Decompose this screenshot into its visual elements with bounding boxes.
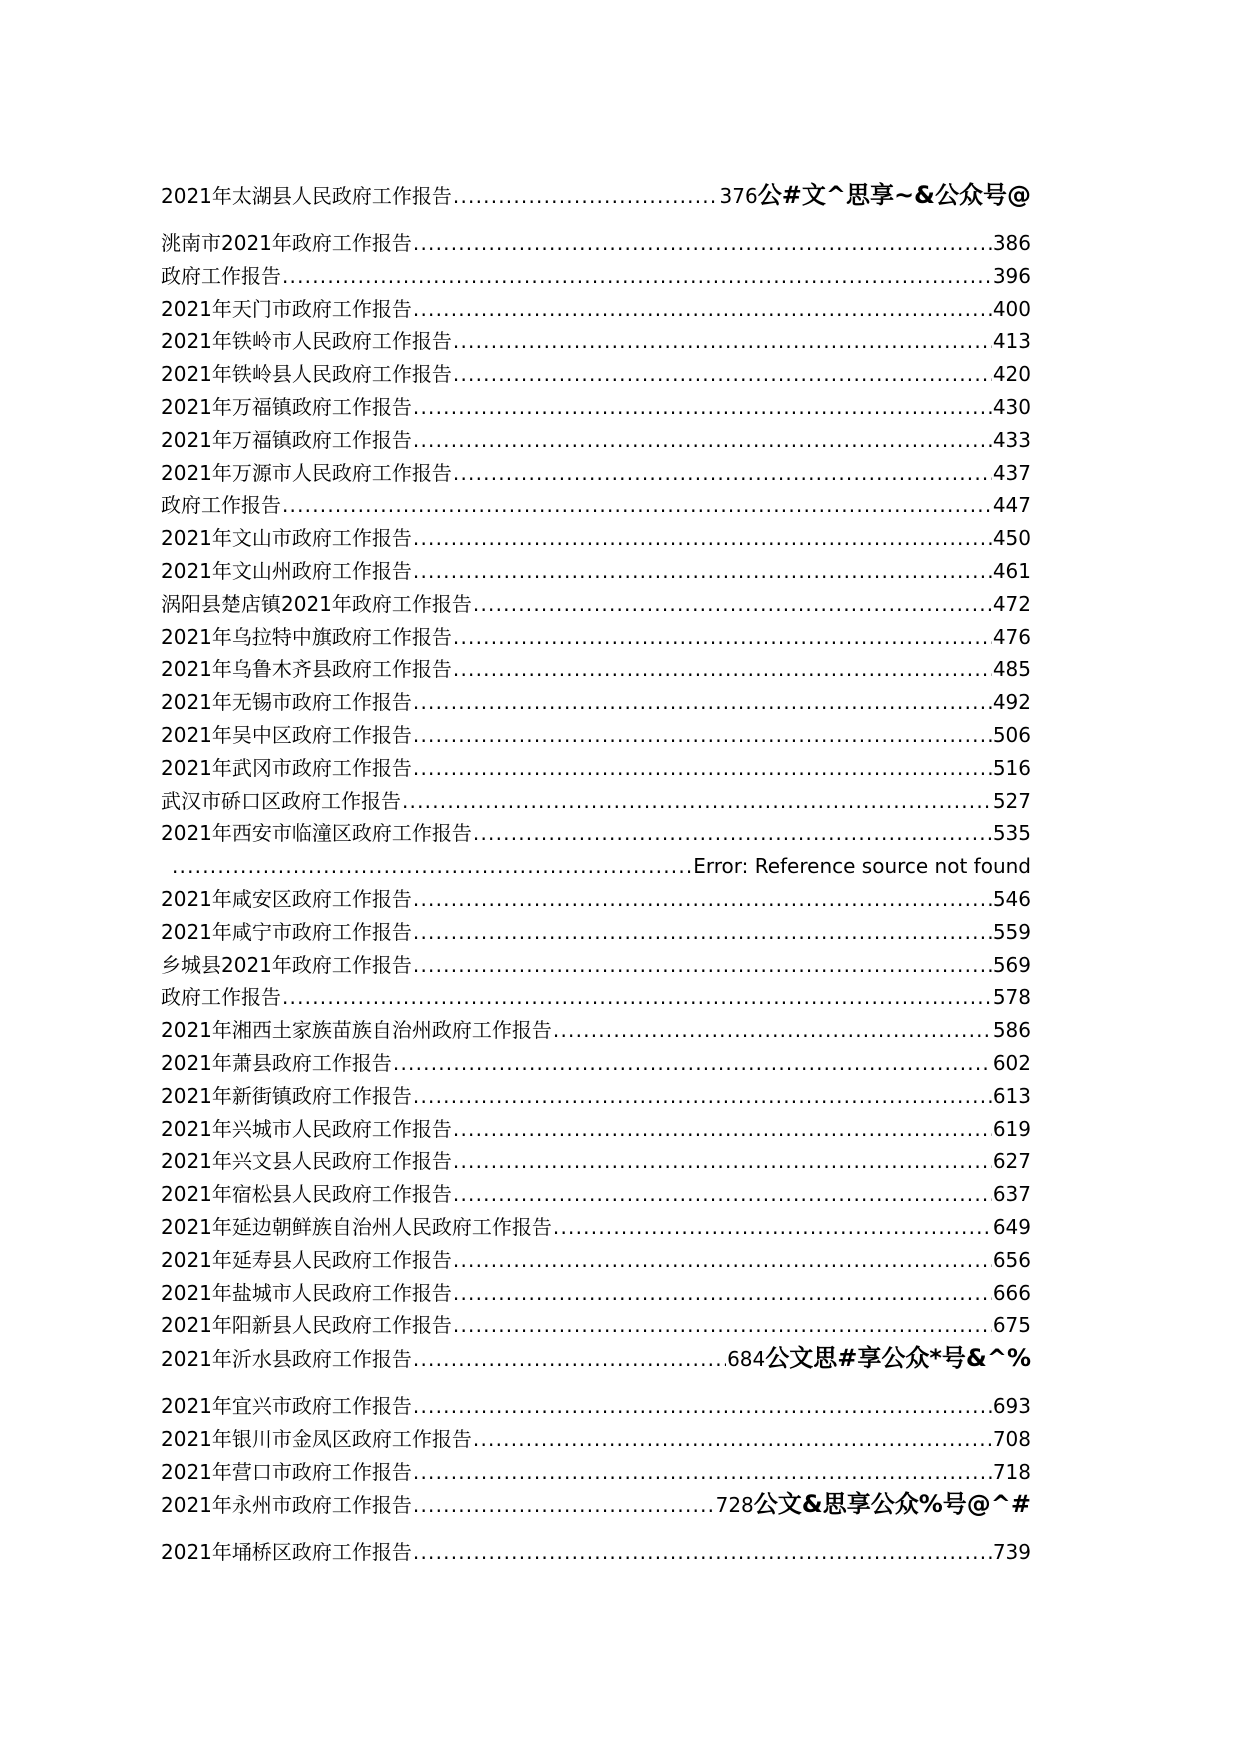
toc-entry-page-number: 586	[992, 1018, 1031, 1043]
toc-entry-title: 2021年宜兴市政府工作报告	[161, 1394, 412, 1419]
toc-entry[interactable]	[161, 293, 1031, 326]
toc-entry[interactable]	[161, 1113, 1031, 1146]
dot-leader	[413, 391, 992, 424]
toc-entry-page-number: 739	[992, 1540, 1031, 1565]
toc-entry[interactable]	[161, 260, 1031, 293]
toc-entry[interactable]	[161, 1536, 1031, 1569]
dot-leader	[393, 1047, 992, 1080]
toc-entry-page-number: 535	[992, 821, 1031, 846]
toc-entry-page-number: 619	[992, 1116, 1031, 1141]
toc-entry-title: 2021年咸宁市政府工作报告	[161, 919, 412, 944]
dot-leader	[473, 817, 992, 850]
toc-entry-page-number: 637	[992, 1182, 1031, 1207]
toc-entry-page-number: 578	[992, 985, 1031, 1010]
dot-leader	[413, 522, 992, 555]
toc-entry-page-number: 569	[992, 952, 1031, 977]
toc-entry-page-number: 400	[992, 296, 1031, 321]
toc-entry-page-number: 461	[992, 558, 1031, 583]
toc-entry-title: 2021年武冈市政府工作报告	[161, 755, 412, 780]
dot-leader	[453, 1277, 992, 1310]
toc-entry[interactable]	[161, 325, 1031, 358]
toc-entry-title: 2021年宿松县人民政府工作报告	[161, 1182, 452, 1207]
toc-entry-title: 2021年永州市政府工作报告	[161, 1493, 412, 1518]
toc-entry[interactable]	[161, 175, 1031, 227]
toc-entry-title: 2021年文山市政府工作报告	[161, 526, 412, 551]
toc-entry[interactable]	[161, 391, 1031, 424]
dot-leader	[453, 325, 992, 358]
toc-entry[interactable]	[161, 1145, 1031, 1178]
toc-entry-page-number: 693	[992, 1394, 1031, 1419]
toc-entry-title: 2021年乌拉特中旗政府工作报告	[161, 624, 452, 649]
toc-entry[interactable]	[161, 949, 1031, 982]
toc-entry-title: 2021年咸安区政府工作报告	[161, 886, 412, 911]
dot-leader	[453, 1145, 992, 1178]
dot-leader	[282, 981, 992, 1014]
toc-entry[interactable]	[161, 489, 1031, 522]
toc-entry[interactable]	[161, 752, 1031, 785]
toc-entry-title: 2021年延寿县人民政府工作报告	[161, 1247, 452, 1272]
toc-entry-title: 涡阳县楚店镇2021年政府工作报告	[161, 591, 472, 616]
toc-entry[interactable]	[161, 1484, 1031, 1536]
dot-leader	[413, 916, 992, 949]
toc-entry[interactable]	[161, 358, 1031, 391]
toc-entry[interactable]	[161, 850, 1031, 883]
toc-entry[interactable]	[161, 817, 1031, 850]
watermark-text: 公#文^思享~&公众号@	[757, 181, 1031, 209]
toc-entry-title: 2021年天门市政府工作报告	[161, 296, 412, 321]
toc-entry[interactable]	[161, 1178, 1031, 1211]
toc-entry[interactable]	[161, 1014, 1031, 1047]
toc-entry-title: 2021年吴中区政府工作报告	[161, 722, 412, 747]
toc-entry[interactable]	[161, 588, 1031, 621]
toc-entry[interactable]	[161, 1390, 1031, 1423]
toc-entry[interactable]	[161, 1047, 1031, 1080]
toc-entry[interactable]	[161, 686, 1031, 719]
dot-leader	[453, 176, 719, 216]
toc-entry[interactable]	[161, 1423, 1031, 1456]
dot-leader	[413, 424, 992, 457]
toc-entry-page-number: 476	[992, 624, 1031, 649]
toc-entry-page-number: 546	[992, 886, 1031, 911]
dot-leader	[453, 653, 992, 686]
dot-leader	[413, 1536, 992, 1569]
dot-leader	[453, 621, 992, 654]
toc-entry[interactable]	[161, 1338, 1031, 1390]
toc-entry-title: 2021年万福镇政府工作报告	[161, 427, 412, 452]
watermark-text: 公文&思享公众%号@^#	[753, 1490, 1031, 1519]
dot-leader	[413, 752, 992, 785]
dot-leader	[553, 1014, 992, 1047]
toc-entry[interactable]	[161, 555, 1031, 588]
toc-entry-title: 政府工作报告	[161, 493, 281, 518]
toc-entry-page-number: 485	[992, 657, 1031, 682]
toc-entry[interactable]	[161, 1277, 1031, 1310]
toc-entry[interactable]	[161, 424, 1031, 457]
toc-entry-title: 2021年万源市人民政府工作报告	[161, 460, 452, 485]
dot-leader	[413, 686, 992, 719]
toc-entry-title: 武汉市硚口区政府工作报告	[161, 788, 401, 813]
toc-entry-title: 2021年沂水县政府工作报告	[161, 1347, 412, 1372]
toc-entry-page-number: 396	[992, 263, 1031, 288]
toc-entry-page-number: 613	[992, 1083, 1031, 1108]
dot-leader	[453, 1244, 992, 1277]
toc-entry[interactable]	[161, 621, 1031, 654]
toc-entry[interactable]	[161, 227, 1031, 260]
toc-entry-title: 2021年盐城市人民政府工作报告	[161, 1280, 452, 1305]
toc-entry-page-number: 656	[992, 1247, 1031, 1272]
toc-entry-title: 2021年阳新县人民政府工作报告	[161, 1313, 452, 1338]
toc-entry-page-number: 516	[992, 755, 1031, 780]
toc-entry-title: 洮南市2021年政府工作报告	[161, 231, 412, 255]
toc-entry-page-number: 472	[992, 591, 1031, 616]
dot-leader	[473, 1423, 992, 1456]
toc-entry-title: 2021年万福镇政府工作报告	[161, 394, 412, 419]
toc-entry-title: 2021年延边朝鲜族自治州人民政府工作报告	[161, 1214, 552, 1239]
toc-entry-page-number: 450	[992, 526, 1031, 551]
dot-leader	[282, 489, 992, 522]
toc-entry[interactable]	[161, 981, 1031, 1014]
toc-entry[interactable]	[161, 1244, 1031, 1277]
toc-entry[interactable]	[161, 719, 1031, 752]
toc-entry-page-number: 413	[992, 329, 1031, 354]
toc-entry-title: 2021年新街镇政府工作报告	[161, 1083, 412, 1108]
dot-leader	[553, 1211, 992, 1244]
dot-leader	[413, 227, 992, 260]
dot-leader	[453, 358, 992, 391]
toc-entry[interactable]	[161, 916, 1031, 949]
toc-entry-title: 2021年铁岭市人民政府工作报告	[161, 329, 452, 354]
toc-entry-title: 2021年萧县政府工作报告	[161, 1050, 392, 1075]
table-of-contents	[161, 179, 1031, 1569]
toc-entry-page-number: 649	[992, 1214, 1031, 1239]
toc-entry[interactable]	[161, 1080, 1031, 1113]
toc-entry-page-number: 437	[992, 460, 1031, 485]
toc-entry[interactable]	[161, 883, 1031, 916]
toc-entry-title: 2021年铁岭县人民政府工作报告	[161, 362, 452, 387]
toc-entry-page-number: 376	[719, 184, 758, 208]
dot-leader	[282, 260, 992, 293]
toc-entry-title: 乡城县2021年政府工作报告	[161, 952, 412, 977]
toc-entry-page-number: 506	[992, 722, 1031, 747]
toc-entry-title: 2021年兴文县人民政府工作报告	[161, 1149, 452, 1174]
toc-entry-title: 2021年湘西土家族苗族自治州政府工作报告	[161, 1018, 552, 1043]
toc-entry-page-number: 684	[727, 1347, 766, 1372]
dot-leader	[172, 850, 692, 883]
toc-entry-page-number: 447	[992, 493, 1031, 518]
toc-entry-title: 政府工作报告	[161, 985, 281, 1010]
dot-leader	[413, 1485, 715, 1525]
toc-entry[interactable]	[161, 785, 1031, 818]
toc-entry-page-number: 728	[715, 1493, 754, 1518]
toc-entry[interactable]	[161, 457, 1031, 490]
dot-leader	[453, 1113, 992, 1146]
toc-entry-page-number: 430	[992, 394, 1031, 419]
toc-entry[interactable]	[161, 653, 1031, 686]
dot-leader	[413, 1390, 992, 1423]
dot-leader	[453, 1178, 992, 1211]
toc-entry-page-number: 420	[992, 362, 1031, 387]
toc-entry-title: 2021年西安市临潼区政府工作报告	[161, 821, 472, 846]
dot-leader	[413, 1339, 726, 1379]
watermark-text: 公文思#享公众*号&^%	[765, 1344, 1031, 1373]
dot-leader	[413, 883, 992, 916]
toc-entry-title: 政府工作报告	[161, 263, 281, 288]
toc-entry-page-number: 602	[992, 1050, 1031, 1075]
toc-entry-page-number: 386	[992, 231, 1031, 255]
dot-leader	[402, 785, 992, 818]
toc-entry-title: 2021年文山州政府工作报告	[161, 558, 412, 583]
toc-entry-page-number: 666	[992, 1280, 1031, 1305]
dot-leader	[413, 719, 992, 752]
dot-leader	[453, 457, 992, 490]
toc-entry-page-number: 627	[992, 1149, 1031, 1174]
toc-entry-page-number: 492	[992, 690, 1031, 715]
toc-entry-title: 2021年银川市金凤区政府工作报告	[161, 1426, 472, 1451]
toc-entry[interactable]	[161, 1211, 1031, 1244]
toc-entry-page-number: 559	[992, 919, 1031, 944]
dot-leader	[413, 1080, 992, 1113]
toc-entry-title: 2021年太湖县人民政府工作报告	[161, 184, 452, 208]
toc-entry-title: 2021年营口市政府工作报告	[161, 1459, 412, 1484]
dot-leader	[473, 588, 992, 621]
toc-entry-page-number: 433	[992, 427, 1031, 452]
toc-entry-page-number: Error: Reference source not found	[693, 854, 1031, 879]
dot-leader	[413, 949, 992, 982]
toc-entry-title: 2021年埇桥区政府工作报告	[161, 1540, 412, 1565]
toc-entry-page-number: 718	[992, 1459, 1031, 1484]
toc-entry-title: 2021年无锡市政府工作报告	[161, 690, 412, 715]
toc-entry[interactable]	[161, 522, 1031, 555]
toc-entry-title: 2021年兴城市人民政府工作报告	[161, 1116, 452, 1141]
dot-leader	[413, 293, 992, 326]
toc-entry-page-number: 527	[992, 788, 1031, 813]
toc-entry-title: 2021年乌鲁木齐县政府工作报告	[161, 657, 452, 682]
toc-entry-page-number: 708	[992, 1426, 1031, 1451]
toc-entry-page-number: 675	[992, 1313, 1031, 1338]
dot-leader	[413, 555, 992, 588]
